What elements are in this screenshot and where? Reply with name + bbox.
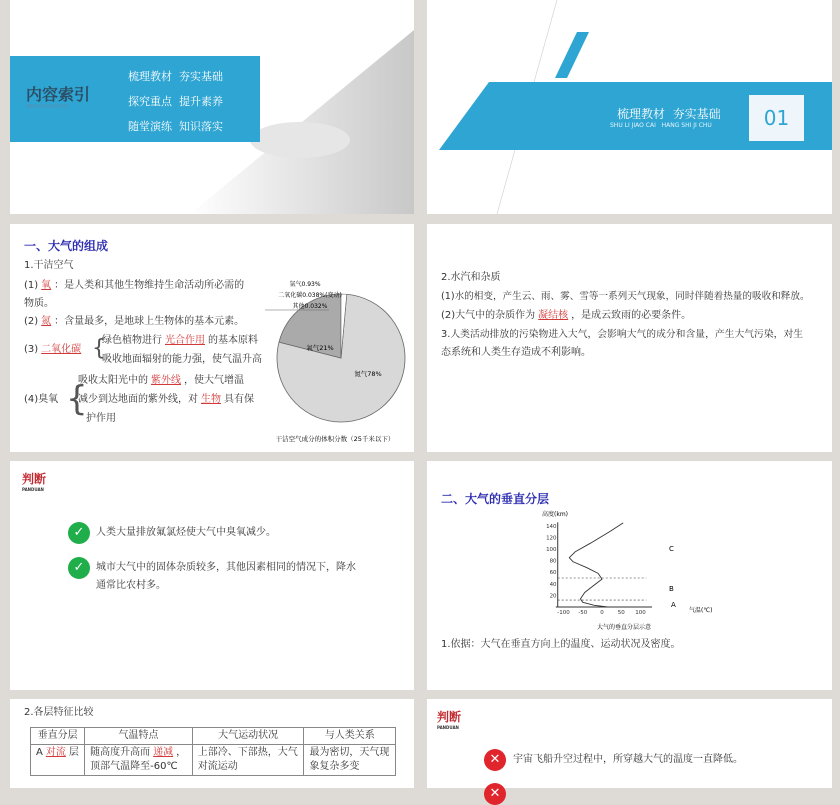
table-header-row: 垂直分层 气温特点 大气运动状况 与人类关系 (31, 728, 396, 745)
chart-caption: 大气的垂直分层示意 (597, 624, 652, 631)
temperature-curve (569, 523, 623, 607)
temperature-profile-chart (537, 509, 727, 634)
text: 减少到达地面的紫外线，对 生物 具有保 (78, 394, 254, 405)
brace: { (66, 379, 88, 419)
table-row: A 对流 层 随高度升高而 递减 ， 顶部气温降至-60℃ 上部冷、下部热，大气 对流运动 最为密切，天气现 象复杂多变 (31, 745, 396, 776)
text: 物质。 (24, 298, 54, 309)
pie-title: 干洁空气成分的体积分数（25千米以下） (275, 435, 395, 443)
check-icon: ✓ (68, 522, 90, 544)
judgement-title-en: PANDUAN (437, 725, 459, 730)
slide-vertical-layers[interactable] (427, 461, 832, 690)
pie-chart (255, 248, 414, 452)
y-tick-label: 140 (546, 523, 557, 530)
slide-section-01[interactable] (427, 0, 832, 214)
x-tick-label: 100 (635, 610, 646, 616)
pie-label-oxygen: 氧气21% (306, 344, 334, 352)
judgement-title-en: PANDUAN (22, 487, 44, 492)
slide-layer-comparison[interactable] (10, 699, 414, 788)
statement: 城市大气中的固体杂质较多，其他因素相同的情况下，降水 (96, 562, 356, 573)
x-tick-label: 0 (600, 610, 604, 616)
slide-atmosphere-composition[interactable] (10, 224, 414, 452)
y-tick-label: 20 (549, 593, 557, 600)
x-tick-label: -50 (578, 610, 588, 616)
text: 吸收太阳光中的 紫外线 ，使大气增温 (78, 375, 244, 386)
statement: 宇宙飞船升空过程中，所穿越大气的温度一直降低。 (513, 754, 743, 765)
text: 态系统和人类生存造成不利影响。 (441, 347, 591, 358)
layer-label-a: A (671, 601, 676, 609)
index-title-en: NEIRONGSUOYIN (26, 104, 69, 110)
index-item[interactable]: 梳理教材 (128, 70, 172, 83)
pie-label-co2: 二氧化碳0.038%(变动) (278, 292, 342, 299)
text: 2.各层特征比较 (24, 707, 94, 718)
y-tick-label: 100 (546, 547, 557, 553)
section-title: 梳理教材 夯实基础 (617, 107, 721, 121)
check-icon: ✓ (68, 557, 90, 579)
index-item[interactable]: 提升素养 (179, 95, 223, 108)
layer-label-b: B (669, 585, 674, 593)
text: (1)水的相变，产生云、雨、雾、雪等一系列天气现象，同时伴随着热量的吸收和释放。 (441, 291, 810, 302)
brace: { (92, 336, 106, 361)
x-tick-label: -100 (557, 610, 570, 616)
text: 护作用 (86, 413, 116, 424)
slide-content-index[interactable] (10, 0, 414, 214)
y-axis-label: 高度(km) (542, 511, 569, 518)
y-tick-label: 40 (549, 581, 557, 588)
index-item[interactable]: 夯实基础 (179, 70, 223, 83)
text: 3.人类活动排放的污染物进入大气，会影响大气的成分和含量，产生大气污染，对生 (441, 329, 804, 340)
slide-judgement-2[interactable] (427, 699, 832, 801)
pie-label-argon: 氩气0.93% (289, 281, 321, 288)
item-ozone: (4)臭氧 (24, 394, 59, 405)
text: 2.水汽和杂质 (441, 272, 501, 283)
pie-label-other: 其他0.032% (292, 303, 328, 310)
statement: 人类大量排放氟氯烃使大气中臭氧减少。 (96, 527, 276, 538)
judgement-title: 判断 (437, 710, 462, 724)
index-banner (10, 56, 260, 142)
index-item[interactable]: 知识落实 (179, 120, 223, 133)
item-co2: (3) 二氧化碳 (24, 344, 82, 355)
index-item[interactable]: 探究重点 (128, 95, 172, 108)
y-tick-label: 80 (549, 558, 557, 565)
text: 绿色植物进行 光合作用 的基本原料 (102, 335, 258, 346)
text: 吸收地面辐射的能力强，使气温升高 (102, 354, 262, 365)
comparison-table (30, 727, 396, 776)
statement: 通常比农村多。 (96, 580, 166, 591)
section-number: 01 (749, 95, 804, 141)
slide-water-vapor[interactable] (427, 224, 832, 452)
item-oxygen: (1) 氧 ：是人类和其他生物维持生命活动所必需的 (24, 280, 245, 291)
text: (2)大气中的杂质作为 凝结核 ，是成云致雨的必要条件。 (441, 310, 692, 321)
index-item[interactable]: 随堂演练 (128, 120, 172, 133)
cross-icon: ✕ (484, 783, 506, 805)
y-tick-label: 120 (546, 535, 557, 542)
cross-icon: ✕ (484, 749, 506, 771)
subheading: 1.干洁空气 (24, 260, 74, 271)
pie-label-nitrogen: 氮气78% (354, 370, 382, 378)
x-tick-label: 50 (617, 610, 625, 616)
text: 1.依据：大气在垂直方向上的温度、运动状况及密度。 (441, 639, 681, 650)
heading: 一、大气的组成 (24, 239, 109, 253)
index-title: 内容索引 (26, 85, 91, 104)
judgement-title: 判断 (22, 472, 47, 486)
heading: 二、大气的垂直分层 (441, 492, 550, 506)
y-tick-label: 60 (549, 570, 557, 577)
x-axis-label: 气温(℃) (689, 607, 713, 614)
layer-label-c: C (669, 545, 674, 553)
item-nitrogen: (2) 氮 ：含量最多，是地球上生物体的基本元素。 (24, 316, 245, 327)
slide-judgement-1[interactable] (10, 461, 414, 690)
section-pinyin: SHU LI JIAO CAI HANG SHI JI CHU (610, 122, 712, 129)
